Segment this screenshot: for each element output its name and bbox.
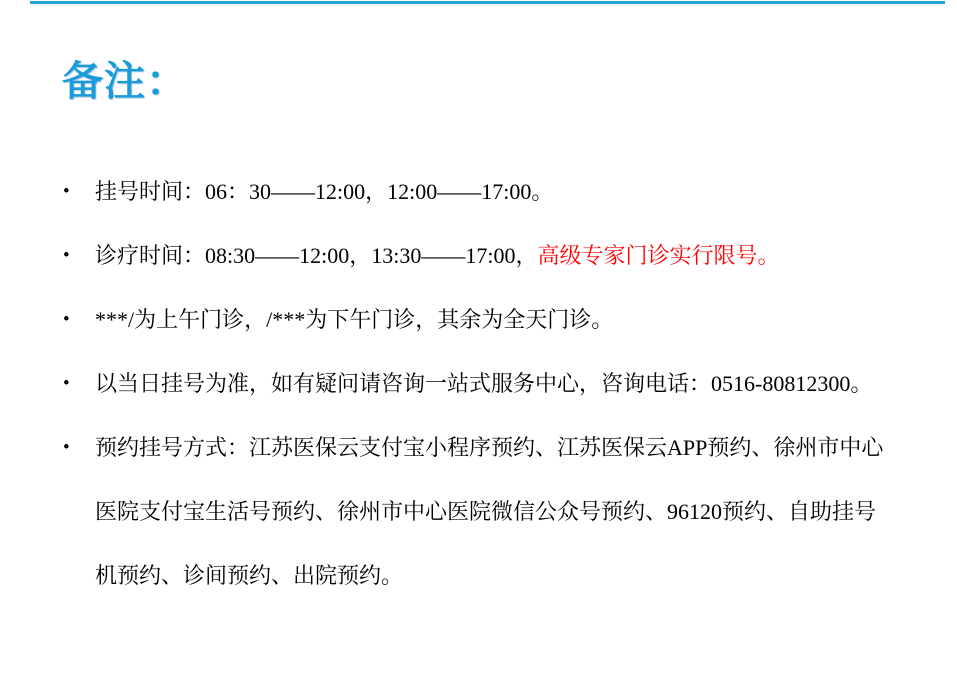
list-item <box>63 288 887 352</box>
bullet-icon: • <box>63 181 70 202</box>
note-segment: 挂号时间：06：30——12:00，12:00——17:00。 <box>95 179 554 204</box>
bullet-icon: • <box>63 245 70 266</box>
notes-list <box>63 160 887 608</box>
bullet-icon: • <box>63 373 70 394</box>
note-text <box>95 288 887 352</box>
list-item <box>63 352 887 416</box>
note-segment: 预约挂号方式：江苏医保云支付宝小程序预约、江苏医保云APP预约、徐州市中心医院支付宝生活号预约、徐州市中心医院微信公众号预约、96120预约、自助挂号机预约、诊间预约、出院预约。 <box>95 435 884 588</box>
note-segment: ***/为上午门诊，/***为下午门诊，其余为全天门诊。 <box>95 307 614 332</box>
note-text <box>95 416 887 608</box>
note-text <box>95 352 887 416</box>
list-item <box>63 416 887 608</box>
list-item <box>63 224 887 288</box>
list-item <box>63 160 887 224</box>
bullet-icon: • <box>63 437 70 458</box>
note-text <box>95 160 887 224</box>
note-segment: 以当日挂号为准，如有疑问请咨询一站式服务中心，咨询电话：0516-80812300。 <box>95 371 873 396</box>
note-text <box>95 224 887 288</box>
note-segment: 高级专家门诊实行限号。 <box>537 243 780 268</box>
note-segment: 诊疗时间：08:30——12:00，13:30——17:00， <box>95 243 538 268</box>
page-title: 备注： <box>62 58 188 104</box>
bullet-icon: • <box>63 309 70 330</box>
top-border-rule <box>30 1 945 4</box>
